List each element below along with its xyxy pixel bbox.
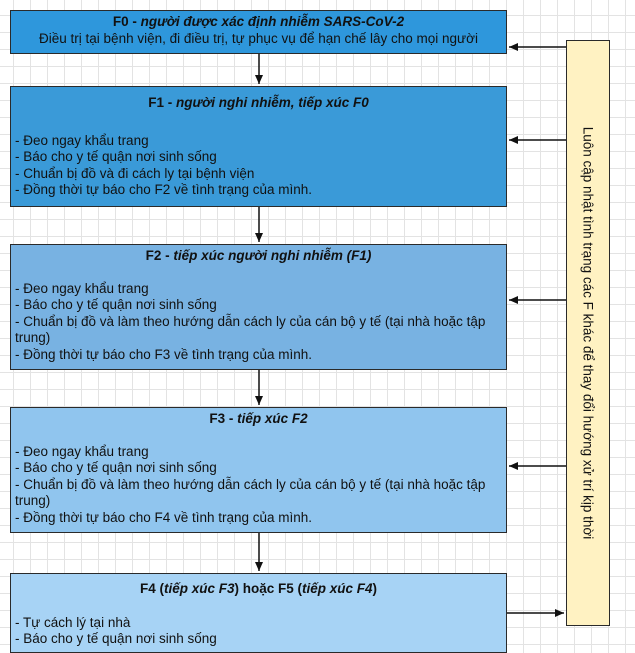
f0-title: F0 - người được xác định nhiễm SARS-CoV-2	[112, 14, 405, 29]
list-item: - Đồng thời tự báo cho F3 về tình trạng của mình.	[15, 346, 313, 362]
list-item: - Đeo ngay khẩu trang	[15, 280, 149, 296]
list-item: - Đồng thời tự báo cho F2 về tình trạng của mình.	[15, 182, 313, 197]
list-item: - Chuẩn bị đồ và đi cách ly tại bệnh viện	[15, 165, 255, 181]
update-note-text: Luôn cập nhật tình trạng các F khác để thay đổi hướng xử trí kịp thời	[580, 126, 596, 540]
list-item: - Đồng thời tự báo cho F4 về tình trạng của mình.	[15, 509, 313, 525]
f4-title: F4 (tiếp xúc F3) hoặc F5 (tiếp xúc F4)	[139, 581, 378, 596]
list-item: - Tự cách lý tại nhà	[15, 614, 131, 630]
list-item: - Báo cho y tế quận nơi sinh sống	[15, 460, 217, 475]
f3-title: F3 - tiếp xúc F2	[209, 411, 308, 426]
list-item: - Báo cho y tế quận nơi sinh sống	[15, 149, 217, 164]
f1-title: F1 - người nghi nhiễm, tiếp xúc F0	[148, 95, 369, 110]
f0-subtitle: Điều trị tại bệnh viện, đi điều trị, tự phục vụ để hạn chế lây cho mọi người	[39, 30, 478, 46]
list-item: - Đeo ngay khẩu trang	[15, 132, 149, 148]
list-item: - Báo cho y tế quận nơi sinh sống	[15, 297, 217, 312]
list-item: - Đeo ngay khẩu trang	[15, 443, 149, 459]
list-item: - Báo cho y tế quận nơi sinh sống	[15, 631, 217, 646]
f2-title: F2 - tiếp xúc người nghi nhiễm (F1)	[145, 248, 372, 263]
list-item: - Chuẩn bị đồ và làm theo hướng dẫn cách ly của cán bộ y tế (tại nhà hoặc tập trung)	[15, 476, 486, 508]
list-item: - Chuẩn bị đồ và làm theo hướng dẫn cách ly của cán bộ y tế (tại nhà hoặc tập trung)	[15, 313, 486, 345]
